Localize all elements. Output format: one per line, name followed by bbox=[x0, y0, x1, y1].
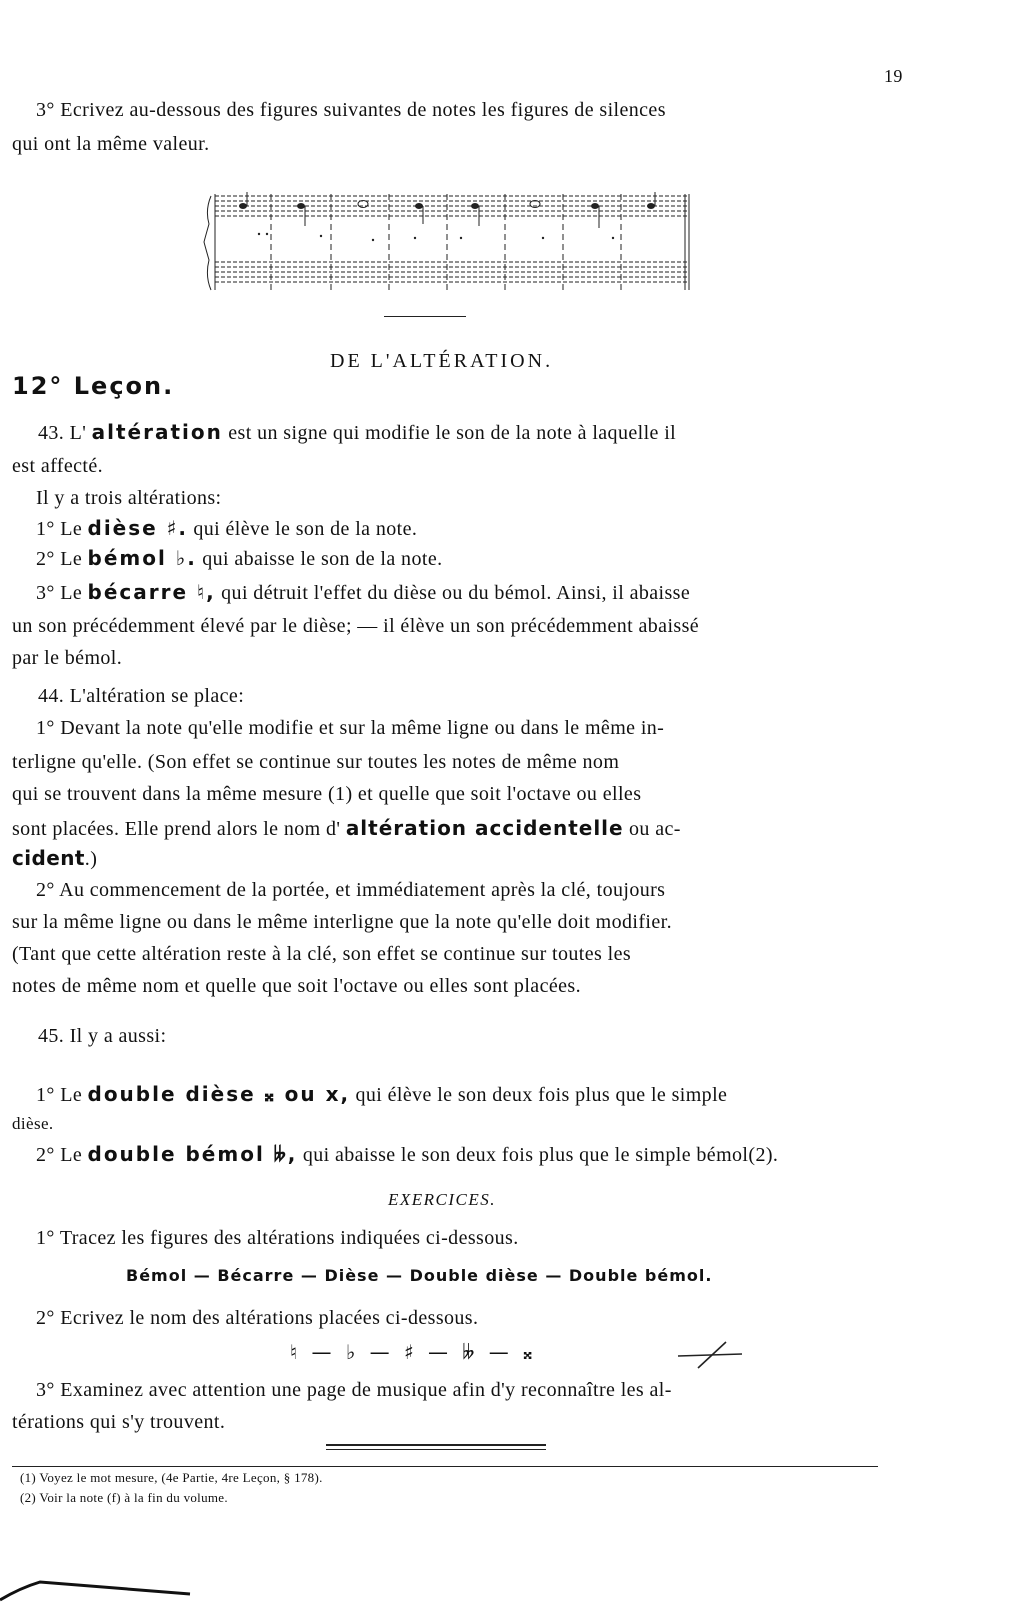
page-edge-mark bbox=[0, 1560, 200, 1603]
footnote-1: (1) Voyez le mot mesure, (4e Partie, 4re Leçon, § 178). bbox=[20, 1470, 323, 1485]
item-double-diese: 1° Le double dièse 𝄪 ou x, qui élève le son deux fois plus que le simple bbox=[36, 1082, 728, 1106]
paragraph-number: 45. bbox=[38, 1025, 65, 1047]
paragraph-44-line-1: 44. L'altération se place: bbox=[38, 685, 245, 707]
item-bemol: 2° Le bémol ♭. qui abaisse le son de la note. bbox=[36, 546, 443, 570]
alterations-list: Bémol — Bécarre — Dièse — Double dièse — Double bémol. bbox=[126, 1266, 713, 1285]
top-exercise-line-1: 3° Ecrivez au-dessous des figures suivantes de notes les figures de silences bbox=[36, 99, 666, 121]
paragraph-number: 44. bbox=[38, 685, 65, 707]
item-diese: 1° Le dièse ♯. qui élève le son de la note. bbox=[36, 516, 418, 540]
paragraph-45-line-1: 45. Il y a aussi: bbox=[38, 1025, 167, 1047]
double-rule-bottom bbox=[326, 1449, 546, 1450]
divider bbox=[384, 316, 466, 317]
lesson-heading: 12° Leçon. bbox=[12, 372, 175, 400]
music-staff-exercise bbox=[203, 190, 693, 295]
item-double-bemol: 2° Le double bémol 𝄫, qui abaisse le son deux fois plus que le simple bémol(2). bbox=[36, 1142, 779, 1166]
item-becarre: 3° Le bécarre ♮, qui détruit l'effet du dièse ou du bémol. Ainsi, il abaisse bbox=[36, 580, 691, 604]
term-alteration-accidentelle: altération accidentelle bbox=[345, 816, 624, 840]
exercices-title: EXERCICES. bbox=[388, 1190, 497, 1209]
double-rule-top bbox=[326, 1444, 546, 1446]
page-number: 19 bbox=[884, 66, 903, 86]
section-title: DE L'ALTÉRATION. bbox=[330, 350, 554, 372]
footnote-rule bbox=[12, 1466, 878, 1467]
paragraph-43-line-1: 43. L' altération est un signe qui modifie le son de la note à laquelle il bbox=[38, 420, 677, 444]
book-page: 19 3° Ecrivez au-dessous des figures suivantes de notes les figures de silences qui ont la même valeur. DE L'ALTÉRATION. 12° Leçon. 43. L' altération est un signe qui modifie le son de la note à laquelle il est affecté. Il y a trois altérations: 1° Le dièse ♯. qui élève le son de la note. 2° Le bémol ♭. qui abaisse le son de la note. 3° Le bécarre ♮, qui détruit l'effet du dièse ou du bémol. Ainsi, il abaisse un son précédemment élevé par le dièse; — il élève un son précédemment abaissé par le bémol. 44. L'altération se place: 1° Devant la note qu'elle modifie et sur la même ligne ou dans le même in- terligne qu'elle. (Son effet se continue sur toutes les notes de même nom qui se trouvent dans la même mesure (1) et quelle que soit l'octave ou elles sont placées. Elle prend alors le nom d' altération accidentelle ou ac- cident.) 2° Au commencement de la portée, et immédiatement après la clé, toujours sur la même ligne ou dans le même interligne que la note qu'elle doit modifier. (Tant que cette altération reste à la clé, son effet se continue sur toutes les notes de même nom et quelle que soit l'octave ou elles sont placées. 45. Il y a aussi: 1° Le double dièse 𝄪 ou x, qui élève le son deux fois plus que le simple dièse. 2° Le double bémol 𝄫, qui abaisse le son deux fois plus que le simple bémol(2). EXERCICES. 1° Tracez les figures des altérations indiquées ci-dessous. Bémol — Bécarre — Dièse — Double dièse — Double bémol. 2° Ecrivez le nom des altérations placées ci-dessous. ♮ — ♭ — ♯ — 𝄫 — 𝄪 3° Examinez avec attention une page de musique afin d'y reconnaître les al- térations qui s'y trouvent. (1) Voyez le mot mesure, (4e Partie, 4re Leçon, § 178). (2) Voir la note (f) à la fin du volume. bbox=[0, 0, 1014, 1603]
term-alteration: altération bbox=[91, 420, 223, 444]
crossed-symbol-mark bbox=[676, 1338, 746, 1372]
paragraph-number: 43. bbox=[38, 422, 65, 444]
footnote-2: (2) Voir la note (f) à la fin du volume. bbox=[20, 1490, 228, 1505]
alteration-symbols: ♮ — ♭ — ♯ — 𝄫 — 𝄪 bbox=[290, 1340, 537, 1364]
top-exercise-line-2: qui ont la même valeur. bbox=[12, 133, 210, 155]
